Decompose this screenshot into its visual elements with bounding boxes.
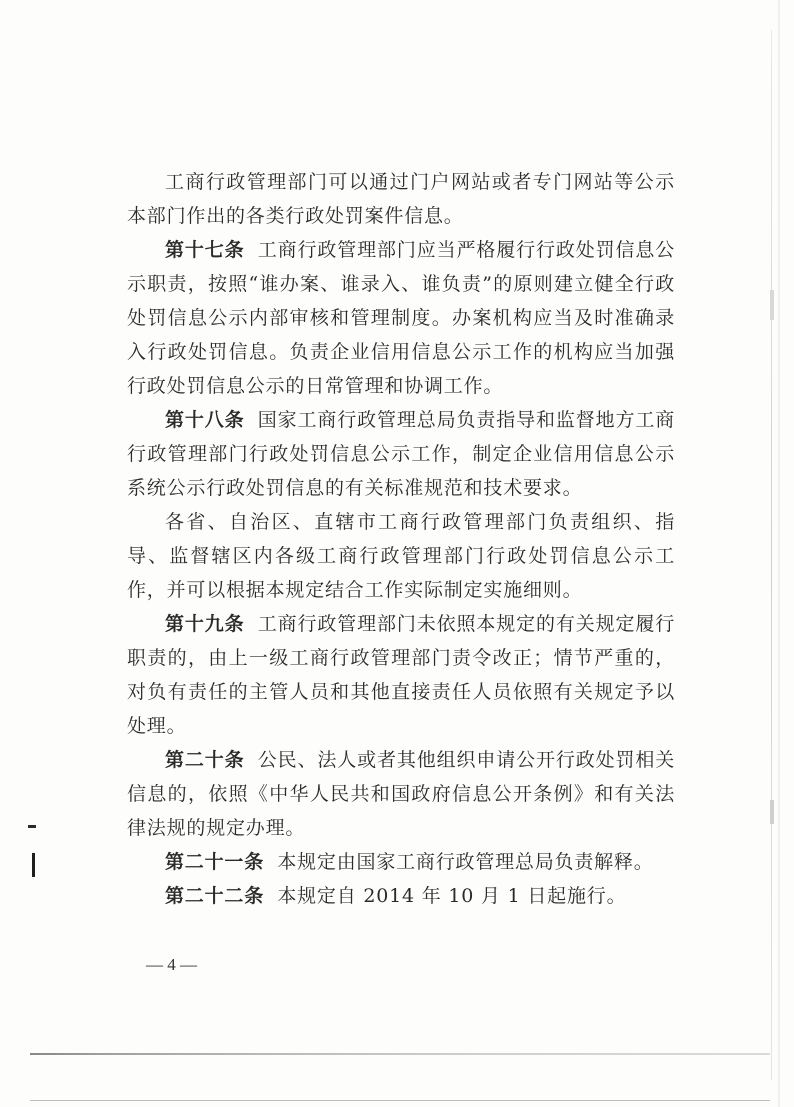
scan-bottom-edge (30, 1100, 770, 1101)
article-number: 第十八条 (165, 409, 245, 431)
scan-smudge (770, 290, 774, 320)
paragraph-text: 各省、自治区、直辖市工商行政管理部门负责组织、指导、监督辖区内各级工商行政管理部门行政处罚信息公示工作，并可以根据本规定结合工作实际制定实施细则。 (127, 511, 675, 601)
article-number: 第十七条 (165, 239, 245, 261)
paragraph (127, 607, 675, 743)
body-text (127, 165, 675, 913)
article-number: 第十九条 (165, 613, 245, 635)
paragraph (127, 165, 675, 233)
paragraph (127, 505, 675, 607)
paragraph-text: 本规定自 2014 年 10 月 1 日起施行。 (277, 885, 627, 907)
paragraph-text: 国家工商行政管理总局负责指导和监督地方工商行政管理部门行政处罚信息公示工作，制定企业信用信息公示系统公示行政处罚信息的有关标准规范和技术要求。 (127, 409, 675, 499)
scan-smudge (770, 800, 774, 824)
page-number: — 4 — (146, 955, 197, 974)
paragraph (127, 403, 675, 505)
article-number: 第二十一条 (165, 851, 265, 873)
paragraph (127, 845, 675, 879)
paragraph-text: 工商行政管理部门可以通过门户网站或者专门网站等公示本部门作出的各类行政处罚案件信息。 (127, 171, 675, 227)
paragraph-text: 工商行政管理部门未依照本规定的有关规定履行职责的，由上一级工商行政管理部门责令改正；情节严重的，对负有责任的主管人员和其他直接责任人员依照有关规定予以处理。 (127, 613, 675, 737)
scan-edge-line (771, 30, 772, 1080)
paragraph (127, 233, 675, 403)
binding-mark (32, 853, 35, 877)
paragraph-text: 本规定由国家工商行政管理总局负责解释。 (277, 851, 654, 873)
scan-bottom-edge (30, 1053, 770, 1055)
article-number: 第二十条 (165, 749, 245, 771)
paragraph (127, 743, 675, 845)
article-number: 第二十二条 (165, 885, 265, 907)
binding-mark (28, 825, 36, 828)
paragraph (127, 879, 675, 913)
paragraph-text: 工商行政管理部门应当严格履行行政处罚信息公示职责，按照“谁办案、谁录入、谁负责”的原则建立健全行政处罚信息公示内部审核和管理制度。办案机构应当及时准确录入行政处罚信息。负责企业信用信息公示工作的机构应当加强行政处罚信息公示的日常管理和协调工作。 (127, 239, 675, 397)
paragraph-text: 公民、法人或者其他组织申请公开行政处罚相关信息的，依照《中华人民共和国政府信息公开条例》和有关法律法规的规定办理。 (127, 749, 675, 839)
scan-edge (778, 0, 780, 1107)
